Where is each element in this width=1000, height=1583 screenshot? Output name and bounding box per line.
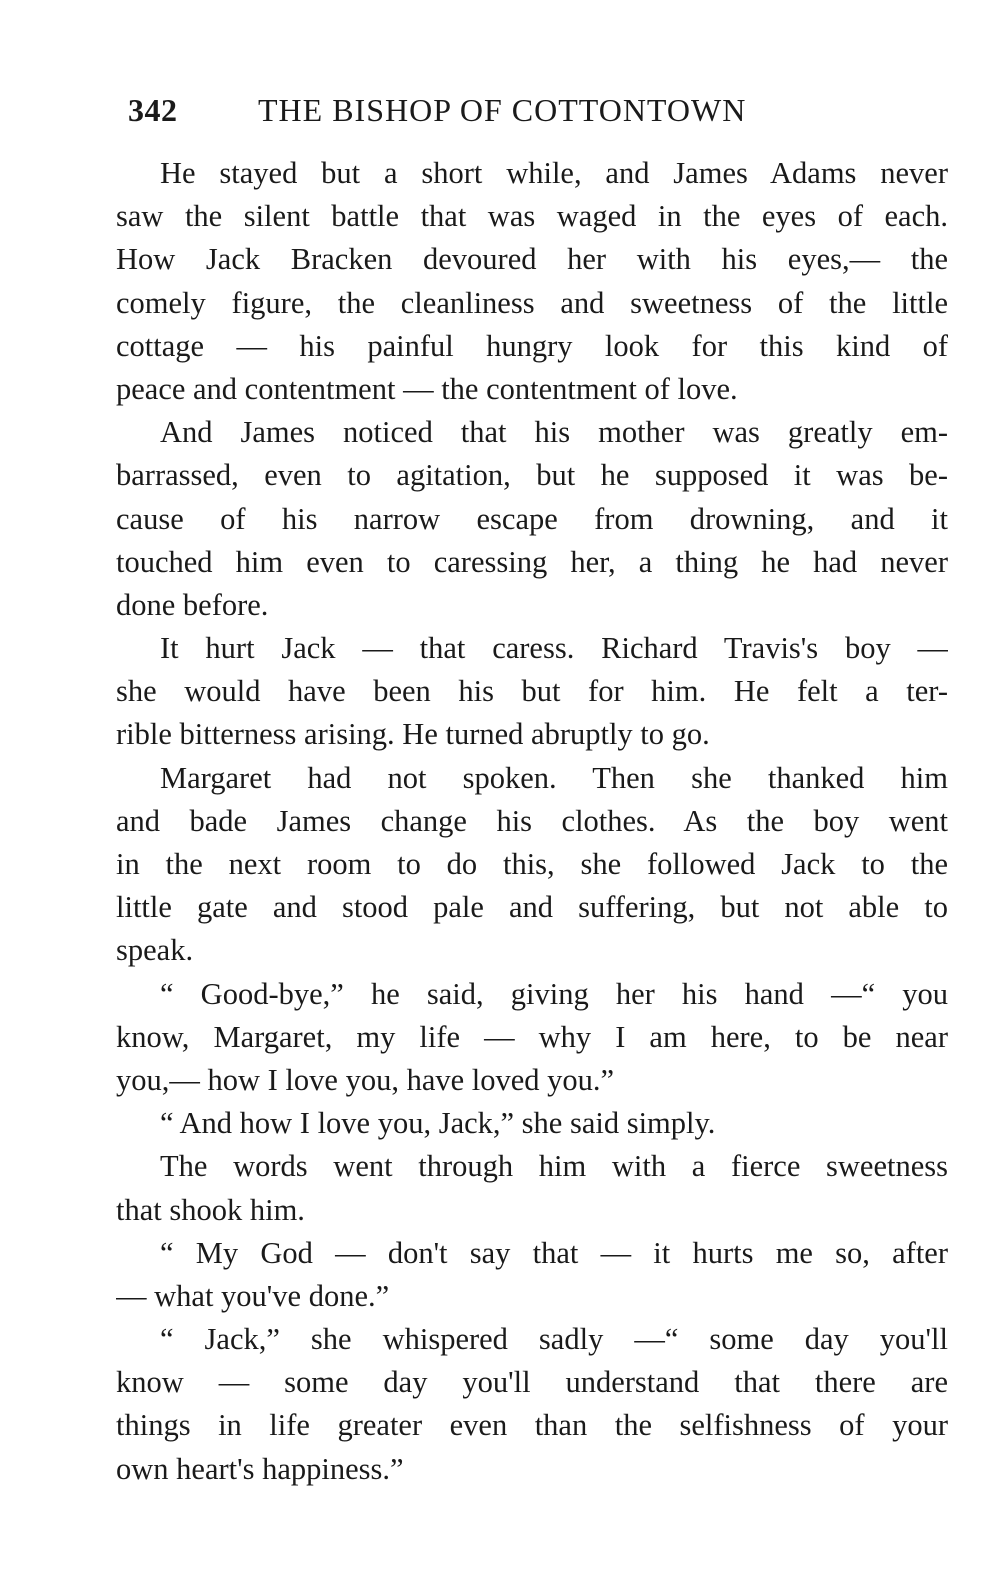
text-line: she would have been his but for him. He felt a ter- — [116, 674, 948, 709]
paragraph — [116, 1232, 948, 1318]
text-line: “ Jack,” she whispered sadly —“ some day you'll — [160, 1322, 948, 1357]
book-title: THE BISHOP OF COTTONTOWN — [258, 92, 747, 128]
text-line: How Jack Bracken devoured her with his eyes,— the — [116, 242, 948, 277]
text-line: barrassed, even to agitation, but he supposed it was be- — [116, 458, 948, 493]
body-text — [116, 152, 948, 1491]
text-line: speak. — [116, 933, 194, 968]
text-line: you,— how I love you, have loved you.” — [116, 1062, 615, 1097]
paragraph — [116, 627, 948, 757]
text-line: “ My God — don't say that — it hurts me so, after — [160, 1235, 948, 1270]
text-line: “ Good-bye,” he said, giving her his hand —“ you — [160, 976, 948, 1011]
text-line: cottage — his painful hungry look for this kind of — [116, 328, 948, 363]
running-head — [128, 88, 948, 132]
text-line: little gate and stood pale and suffering, but not able to — [116, 890, 948, 925]
text-line: comely figure, the cleanliness and sweetness of the little — [116, 285, 948, 320]
text-line: own heart's happiness.” — [116, 1451, 404, 1486]
text-line: and bade James change his clothes. As the boy went — [116, 803, 948, 838]
paragraph — [116, 411, 948, 627]
paragraph — [116, 1102, 948, 1145]
paragraph — [116, 152, 948, 411]
text-line: know, Margaret, my life — why I am here, to be near — [116, 1019, 948, 1054]
text-line: touched him even to caressing her, a thing he had never — [116, 544, 948, 579]
paragraph — [116, 757, 948, 973]
text-line: done before. — [116, 587, 269, 622]
text-line: — what you've done.” — [116, 1278, 390, 1313]
text-line: rible bitterness arising. He turned abruptly to go. — [116, 717, 710, 752]
text-line: The words went through him with a fierce sweetness — [160, 1149, 948, 1184]
text-line: “ And how I love you, Jack,” she said simply. — [160, 1106, 716, 1141]
text-line: cause of his narrow escape from drowning, and it — [116, 501, 948, 536]
text-line: Margaret had not spoken. Then she thanked him — [160, 760, 948, 795]
text-line: It hurt Jack — that caress. Richard Travis's boy — — [160, 631, 948, 666]
paragraph — [116, 973, 948, 1103]
text-line: saw the silent battle that was waged in the eyes of each. — [116, 199, 948, 234]
text-line: know — some day you'll understand that there are — [116, 1365, 948, 1400]
paragraph — [116, 1318, 948, 1491]
text-line: that shook him. — [116, 1192, 305, 1227]
text-line: in the next room to do this, she followed Jack to the — [116, 847, 948, 881]
page-number: 342 — [128, 92, 178, 128]
text-line: And James noticed that his mother was greatly em- — [160, 415, 948, 450]
paragraph — [116, 1145, 948, 1231]
text-line: things in life greater even than the selfishness of your — [116, 1408, 948, 1443]
text-line: peace and contentment — the contentment of love. — [116, 371, 738, 406]
text-line: He stayed but a short while, and James Adams never — [160, 156, 948, 190]
